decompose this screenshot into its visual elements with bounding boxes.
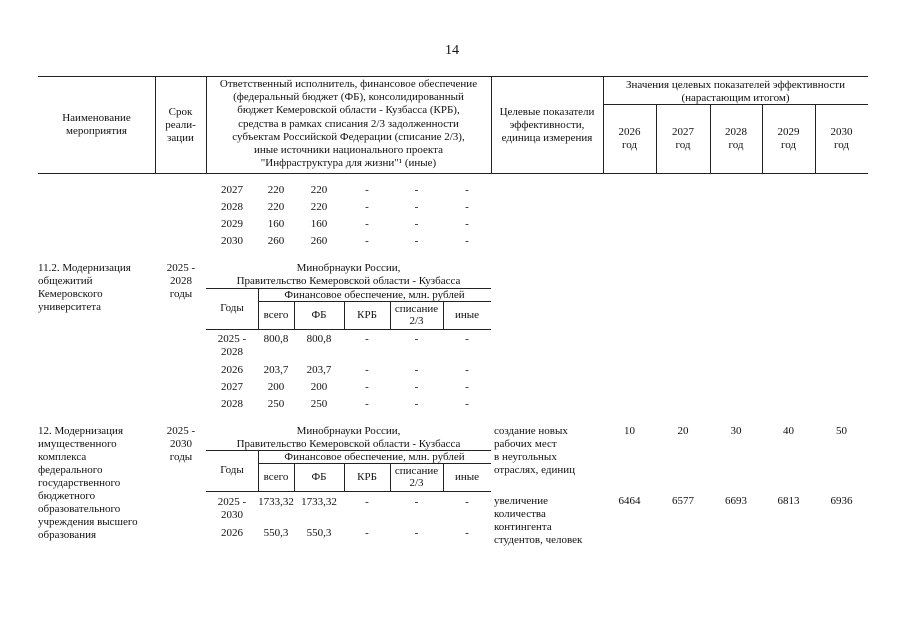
fin-total-label: всего: [263, 471, 289, 483]
indicator-value: 30: [730, 425, 742, 437]
item-11-2-executor: Правительство Кемеровской области - Кузбасса: [236, 275, 461, 287]
fin-krb-cell: -: [365, 398, 369, 410]
fin-krb-cell: -: [365, 333, 369, 345]
indicator-label: количества: [494, 508, 546, 520]
header-name-label: мероприятия: [66, 125, 127, 137]
year-header: 2026: [618, 126, 641, 138]
indicator-value: 50: [836, 425, 847, 437]
fin-krb-cell: -: [365, 235, 369, 247]
header-target-label: эффективности,: [509, 119, 585, 131]
fin-year-cell: 2029: [221, 218, 243, 230]
fin-years-label: Годы: [220, 464, 244, 476]
item-12-name: 12. Модернизация: [38, 425, 124, 437]
item-12-term: 2030: [170, 438, 192, 450]
header-executor-label: "Инфраструктура для жизни"¹ (иные): [260, 157, 437, 170]
fin-fb-label: ФБ: [311, 309, 327, 321]
fin-inye-cell: -: [465, 235, 469, 247]
fin-spis-cell: -: [414, 333, 419, 345]
year-header-unit: год: [780, 139, 797, 151]
fin-total-cell: 220: [267, 184, 285, 196]
item-12-name: бюджетного: [38, 490, 96, 502]
fin-total-cell: 250: [267, 398, 285, 410]
item-11-2-term: 2025 -: [166, 262, 196, 274]
fin-year-cell: 2025 -: [217, 333, 247, 345]
header-bottom-rule: [38, 173, 868, 174]
header-executor-label: бюджет Кемеровской области - Кузбасса (КРБ),: [237, 104, 460, 117]
fin-year-cell: 2025 -: [217, 496, 247, 508]
item-12-name: федерального: [38, 464, 103, 476]
fin-year-cell: 2028: [221, 398, 243, 410]
header-term-label: реали-: [165, 119, 196, 131]
fin-total-cell: 200: [267, 381, 285, 393]
fin-inye-cell: -: [465, 218, 469, 230]
indicator-label: отраслях, единиц: [494, 464, 575, 476]
year-header-unit: год: [833, 139, 850, 151]
fin-inye-cell: -: [465, 527, 469, 539]
item-12-executor: Минобрнауки России,: [296, 425, 401, 437]
fin-inye-cell: -: [465, 333, 469, 345]
fin-spis-label: списание: [394, 465, 439, 477]
fin-year-cell: 2027: [221, 381, 243, 393]
item-11-2-name: 11.2. Модернизация: [38, 262, 131, 274]
header-values-label: Значения целевых показателей эффективности: [626, 79, 845, 91]
indicator-label: в неугольных: [494, 451, 557, 463]
indicator-value: 6577: [672, 495, 694, 507]
fin-spis-cell: -: [414, 184, 419, 196]
fin-spis-cell: -: [414, 218, 419, 230]
indicator-value: 6693: [725, 495, 747, 507]
fin-year-cell: 2030: [221, 235, 243, 247]
item-12-name: комплекса: [38, 451, 87, 463]
fin-inye-cell: -: [465, 364, 469, 376]
item-12-name: образовательного: [38, 503, 121, 515]
year-header: 2028: [725, 126, 747, 138]
item-12-name: образования: [38, 529, 97, 541]
fin-year-cell: 2027: [221, 184, 243, 196]
fin-spis-cell: -: [414, 496, 419, 508]
year-header: 2030: [830, 126, 853, 138]
year-header: 2027: [672, 126, 694, 138]
fin-year-cell: 2026: [221, 364, 243, 376]
fin-fb-label: ФБ: [311, 471, 327, 483]
item-11-2-term: 2028: [170, 275, 192, 287]
fin-fb-cell: 220: [310, 201, 328, 213]
header-executor-label: (федеральный бюджет (ФБ), консолидированный: [233, 91, 464, 104]
fin-spis-label: списание: [394, 303, 439, 315]
fin-spis-label-2: 2/3: [409, 477, 424, 489]
item-11-2-name: общежитий: [38, 275, 93, 287]
fin-total-cell: 800,8: [263, 333, 289, 345]
fin-total-cell: 1733,32: [258, 496, 294, 508]
fin-total-cell: 260: [267, 235, 285, 247]
indicator-value: 10: [624, 425, 635, 437]
item-12-name: имущественного: [38, 438, 117, 450]
fin-fb-cell: 203,7: [306, 364, 332, 376]
fin-total-cell: 203,7: [263, 364, 289, 376]
fin-year-cell: 2028: [221, 201, 243, 213]
fin-fb-cell: 250: [310, 398, 328, 410]
indicator-label: студентов, человек: [494, 534, 583, 546]
fin-inye-label: иные: [454, 471, 480, 483]
fin-krb-cell: -: [365, 381, 369, 393]
header-executor-label: Ответственный исполнитель, финансовое обеспечение: [219, 78, 478, 90]
fin-inye-cell: -: [465, 201, 469, 213]
item-12-name: учреждения высшего: [38, 516, 138, 528]
fin-spis-cell: -: [414, 381, 419, 393]
fin-krb-cell: -: [365, 364, 369, 376]
year-header-unit: год: [675, 139, 691, 151]
fin-spis-cell: -: [414, 527, 419, 539]
indicator-label: увеличение: [494, 495, 548, 507]
fin-total-label: всего: [263, 309, 289, 321]
fin-fb-cell: 260: [310, 235, 328, 247]
fin-inye-cell: -: [465, 184, 469, 196]
header-term-label: Срок: [168, 106, 193, 118]
item-12-executor: Правительство Кемеровской области - Кузбасса: [236, 438, 461, 450]
header-term-label: зации: [167, 132, 194, 144]
item-12-term: годы: [169, 451, 193, 463]
fin-spis-cell: -: [414, 364, 419, 376]
fin-year-cell: 2026: [221, 527, 243, 539]
indicator-value: 6464: [618, 495, 641, 507]
fin-fb-cell: 800,8: [306, 333, 332, 345]
fin-header-bottom-rule: [206, 491, 491, 492]
fin-krb-label: КРБ: [357, 471, 377, 483]
fin-krb-label: КРБ: [357, 309, 377, 321]
page-number: 14: [445, 43, 459, 58]
item-12-term: 2025 -: [166, 425, 196, 437]
indicator-value: 40: [783, 425, 794, 437]
fin-total-cell: 550,3: [263, 527, 289, 539]
indicator-value: 6936: [830, 495, 853, 507]
fin-krb-cell: -: [365, 527, 369, 539]
fin-spis-cell: -: [414, 201, 419, 213]
header-values-label: (нарастающим итогом): [681, 92, 790, 104]
item-12-name: государственного: [38, 477, 121, 489]
fin-title: Финансовое обеспечение, млн. рублей: [284, 451, 465, 463]
header-target-label: единица измерения: [501, 132, 593, 144]
header-target-label: Целевые показатели: [499, 106, 595, 118]
fin-total-cell: 220: [267, 201, 285, 213]
fin-krb-cell: -: [365, 201, 369, 213]
year-header-unit: год: [621, 139, 638, 151]
fin-krb-cell: -: [365, 496, 369, 508]
fin-spis-cell: -: [414, 235, 419, 247]
fin-fb-cell: 1733,32: [301, 496, 337, 508]
fin-year-cell: 2030: [221, 509, 243, 521]
fin-fb-cell: 550,3: [306, 527, 332, 539]
fin-fb-cell: 220: [310, 184, 328, 196]
header-executor-label: иные источники национального проекта: [254, 144, 443, 156]
header-executor-label: субъектам Российской Федерации (списание 2/3),: [232, 130, 465, 143]
fin-inye-cell: -: [465, 496, 469, 508]
item-11-2-name: университета: [38, 301, 102, 313]
fin-title: Финансовое обеспечение, млн. рублей: [284, 289, 465, 301]
item-11-2-name: Кемеровского: [38, 288, 103, 300]
fin-header-bottom-rule: [206, 329, 491, 330]
header-name-label: Наименование: [62, 112, 131, 124]
year-header-unit: год: [728, 139, 744, 151]
year-header: 2029: [777, 126, 800, 138]
header-top-rule: [38, 76, 868, 77]
fin-year-cell: 2028: [221, 346, 243, 358]
fin-fb-cell: 160: [310, 218, 328, 230]
fin-krb-cell: -: [365, 184, 369, 196]
indicator-value: 6813: [777, 495, 800, 507]
indicator-value: 20: [677, 425, 689, 437]
fin-inye-cell: -: [465, 398, 469, 410]
fin-spis-cell: -: [414, 398, 419, 410]
fin-years-label: Годы: [220, 302, 244, 314]
item-11-2-term: годы: [169, 288, 193, 300]
fin-inye-cell: -: [465, 381, 469, 393]
header-executor-label: средства в рамках списания 2/3 задолженности: [238, 117, 459, 130]
fin-total-cell: 160: [267, 218, 285, 230]
fin-inye-label: иные: [454, 309, 480, 321]
fin-fb-cell: 200: [310, 381, 328, 393]
indicator-label: создание новых: [494, 425, 568, 437]
fin-krb-cell: -: [365, 218, 369, 230]
indicator-label: контингента: [494, 521, 552, 533]
indicator-label: рабочих мест: [494, 438, 557, 450]
item-11-2-executor: Минобрнауки России,: [296, 262, 401, 274]
fin-spis-label-2: 2/3: [409, 315, 424, 327]
